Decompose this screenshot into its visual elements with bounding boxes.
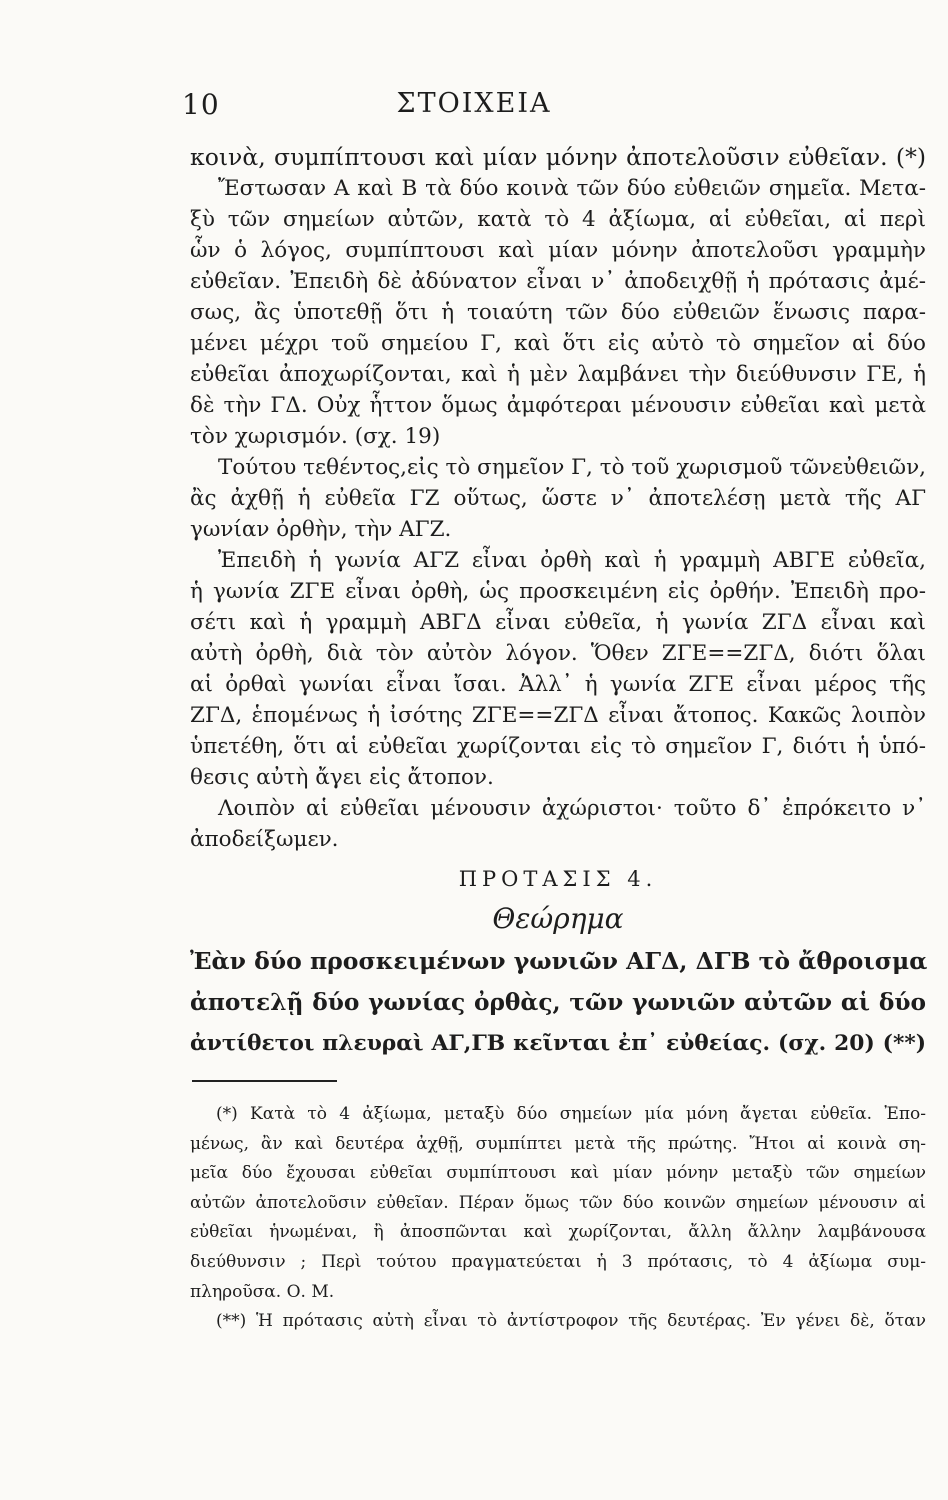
text-line: κοινὰ, συμπίπτουσι καὶ μίαν μόνην ἀποτελοῦσιν εὐθεῖαν. (*) [190,143,926,171]
statement-line: ἀντίθετοι πλευραὶ ΑΓ,ΓΒ κεῖνται ἐπ᾽ εὐθείας. (σχ. 20) (**) [190,1031,926,1056]
text-line: ἂς ἀχθῇ ἡ εὐθεῖα ΓΖ οὕτως, ὥστε ν᾽ ἀποτελέσῃ μετὰ τῆς ΑΓ [190,486,926,511]
proposition-heading: ΠΡΟΤΑΣΙΣ 4. [458,867,658,891]
theorem-statement [190,941,926,1064]
footnote-line: (**) Ἡ πρότασις αὐτὴ εἶναι τὸ ἀντίστροφον τῆς δευτέρας. Ἐν γένει δὲ, ὅταν [216,1311,926,1332]
text-line: Λοιπὸν αἱ εὐθεῖαι μένουσιν ἀχώριστοι· τοῦτο δ᾽ ἐπρόκειτο ν᾽ [218,796,926,821]
text-line: ὧν ὁ λόγος, συμπίπτουσι καὶ μίαν μόνην ἀποτελοῦσι γραμμὴν [190,238,926,263]
text-line: ὑπετέθη, ὅτι αἱ εὐθεῖαι χωρίζονται εἰς τὸ σημεῖον Γ, διότι ἡ ὑπό- [190,734,926,759]
footnotes [190,1100,926,1337]
footnote-line: πληροῦσα. Ο. Μ. [190,1281,335,1302]
text-line: δὲ τὴν ΓΔ. Οὐχ ἧττον ὅμως ἀμφότεραι μένουσιν εὐθεῖαι καὶ μετὰ [190,393,926,418]
statement-line: Ἐὰν δύο προσκειμένων γωνιῶν ΑΓΔ, ΔΓΒ τὸ ἄθροισμα [190,947,928,975]
footnote-line: διεύθυνσιν ; Περὶ τούτου πραγματεύεται ἡ 3 πρότασις, τὸ 4 ἀξίωμα συμ- [190,1251,926,1272]
text-line: αὐτὴ ὀρθὴ, διὰ τὸν αὐτὸν λόγον. Ὅθεν ΖΓΕ==ΖΓΔ, διότι ὅλαι [190,641,926,666]
footnote-line: (*) Κατὰ τὸ 4 ἀξίωμα, μεταξὺ δύο σημείων μία μόνη ἄγεται εὐθεῖα. Ἐπο- [216,1104,926,1124]
text-line: γωνίαν ὀρθὴν, τὴν ΑΓΖ. [190,517,452,542]
footnote-line: εὐθεῖαι ἡνωμέναι, ἢ ἀποσπῶνται καὶ χωρίζονται, ἄλλη ἄλλην λαμβάνουσα [190,1222,926,1243]
text-line: εὐθεῖαν. Ἐπειδὴ δὲ ἀδύνατον εἶναι ν᾽ ἀποδειχθῇ ἡ πρότασις ἀμέ- [190,269,926,294]
footnote-divider [192,1080,337,1082]
theorem-label: Θεώρημα [492,902,624,935]
text-line: ΖΓΔ, ἑπομένως ἡ ἰσότης ΖΓΕ==ΖΓΔ εἶναι ἄτοπος. Κακῶς λοιπὸν [190,703,926,728]
text-line: μένει μέχρι τοῦ σημείου Γ, καὶ ὅτι εἰς αὐτὸ τὸ σημεῖον αἱ δύο [190,331,926,356]
text-line: Τούτου τεθέντος,εἰς τὸ σημεῖον Γ, τὸ τοῦ χωρισμοῦ τῶνεὐθειῶν, [218,455,926,480]
page-header [0,86,948,126]
text-line: εὐθεῖαι ἀποχωρίζονται, καὶ ἡ μὲν λαμβάνει τὴν διεύθυνσιν ΓΕ, ἡ [190,362,926,387]
footnote-line: αὐτῶν ἀποτελοῦσιν εὐθεῖαν. Πέραν ὅμως τῶν δύο κοινῶν σημείων μένουσιν αἱ [190,1192,926,1213]
text-line: Ἐπειδὴ ἡ γωνία ΑΓΖ εἶναι ὀρθὴ καὶ ἡ γραμμὴ ΑΒΓΕ εὐθεῖα, [218,548,926,573]
text-line: ξὺ τῶν σημείων αὐτῶν, κατὰ τὸ 4 ἀξίωμα, αἱ εὐθεῖαι, αἱ περὶ [190,207,926,232]
text-line: αἱ ὀρθαὶ γωνίαι εἶναι ἴσαι. Ἀλλ᾽ ἡ γωνία ΖΓΕ εἶναι μέρος τῆς [190,672,926,697]
text-line: ἀποδείξωμεν. [190,827,339,852]
footnote-line: μένως, ἂν καὶ δευτέρα ἀχθῇ, συμπίπτει μετὰ τῆς πρώτης. Ἤτοι αἱ κοινὰ ση- [190,1133,926,1154]
text-line: Ἔστωσαν Α καὶ Β τὰ δύο κοινὰ τῶν δύο εὐθειῶν σημεῖα. Μετα- [218,176,926,201]
page-number: 10 [182,88,220,121]
text-line: θεσις αὐτὴ ἄγει εἰς ἄτοπον. [190,765,494,790]
text-line: τὸν χωρισμόν. (σχ. 19) [190,424,441,449]
text-line: σως, ἂς ὑποτεθῇ ὅτι ἡ τοιαύτη τῶν δύο εὐθειῶν ἕνωσις παρα- [190,300,926,325]
statement-line: ἀποτελῇ δύο γωνίας ὀρθὰς, τῶν γωνιῶν αὐτῶν αἱ δύο [190,989,926,1016]
text-line: σέτι καὶ ἡ γραμμὴ ΑΒΓΔ εἶναι εὐθεῖα, ἡ γωνία ΖΓΔ εἶναι καὶ [190,610,926,635]
text-line: ἡ γωνία ΖΓΕ εἶναι ὀρθὴ, ὡς προσκειμένη εἰς ὀρθήν. Ἐπειδὴ προ- [190,579,926,604]
footnote-line: μεῖα δύο ἔχουσαι εὐθεῖαι συμπίπτουσι καὶ μίαν μόνην μεταξὺ τῶν σημείων [190,1163,926,1184]
running-title: ΣΤΟΙΧΕΙΑ [396,88,552,119]
main-text [190,142,926,1337]
